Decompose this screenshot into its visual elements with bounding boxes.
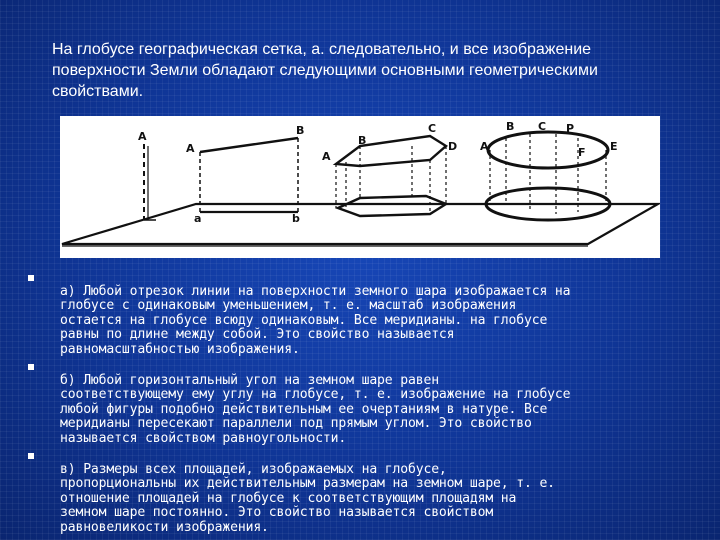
label-b3: B [358, 134, 367, 147]
label-c3: C [428, 122, 437, 135]
label-a1: A [138, 130, 147, 143]
label-d3: D [448, 140, 458, 153]
label-b2: B [296, 124, 305, 137]
geometry-figure [60, 116, 660, 258]
bullet-text-b: б) Любой горизонтальный угол на земном шаре равен соответствующему ему углу на глобусе, т. е. изображение на глобусе любой фигуры подобно действительным ее очертаниям в натуре. Все меридианы пересекают параллели под прямым углом. Это свойство называется свойством равноугольности. [60, 372, 571, 446]
bullet-item-c [28, 448, 678, 535]
label-a4: A [480, 140, 489, 153]
label-f4: F [578, 146, 586, 159]
bullet-item-a [28, 270, 678, 357]
slide-heading: На глобусе географическая сетка, а. следовательно, и все изображение поверхности Земли обладают следующими основными геометрическими свойствами. [52, 41, 598, 100]
bullet-square-icon [28, 364, 34, 370]
label-a2-bottom: a [194, 212, 202, 225]
bullet-text-a: а) Любой отрезок линии на поверхности земного шара изображается на глобусе с одинаковым уменьшением, т. е. масштаб изображения остается на глобусе всюду одинаковым. Все меридианы. на глобусе равны по длине между собой. Это свойство называется равномасштабностью изображения. [60, 283, 571, 357]
bullet-item-b [28, 359, 678, 446]
figure-segment-projection [186, 124, 304, 225]
label-c4: C [538, 120, 547, 133]
label-e4: E [610, 140, 618, 153]
bullet-text-c: в) Размеры всех площадей, изображаемых на глобусе, пропорциональны их действительным размерам на земном шаре, т. е. отношение площадей на глобусе к соответствующим площадям на земном шаре постоянно. Это свойство называется свойством равновеликости изображения. [60, 461, 555, 535]
figure-point-projection [138, 130, 156, 220]
bullet-square-icon [28, 453, 34, 459]
figure-polygon-projection [322, 122, 457, 216]
label-p4: P [566, 122, 575, 135]
ground-plane [62, 204, 658, 244]
bullet-list [28, 270, 678, 537]
label-b2-bottom: b [292, 212, 300, 225]
label-a2: A [186, 142, 195, 155]
bullet-square-icon [28, 275, 34, 281]
label-a3: A [322, 150, 331, 163]
projection-diagram [60, 116, 660, 258]
label-b4: B [506, 120, 515, 133]
